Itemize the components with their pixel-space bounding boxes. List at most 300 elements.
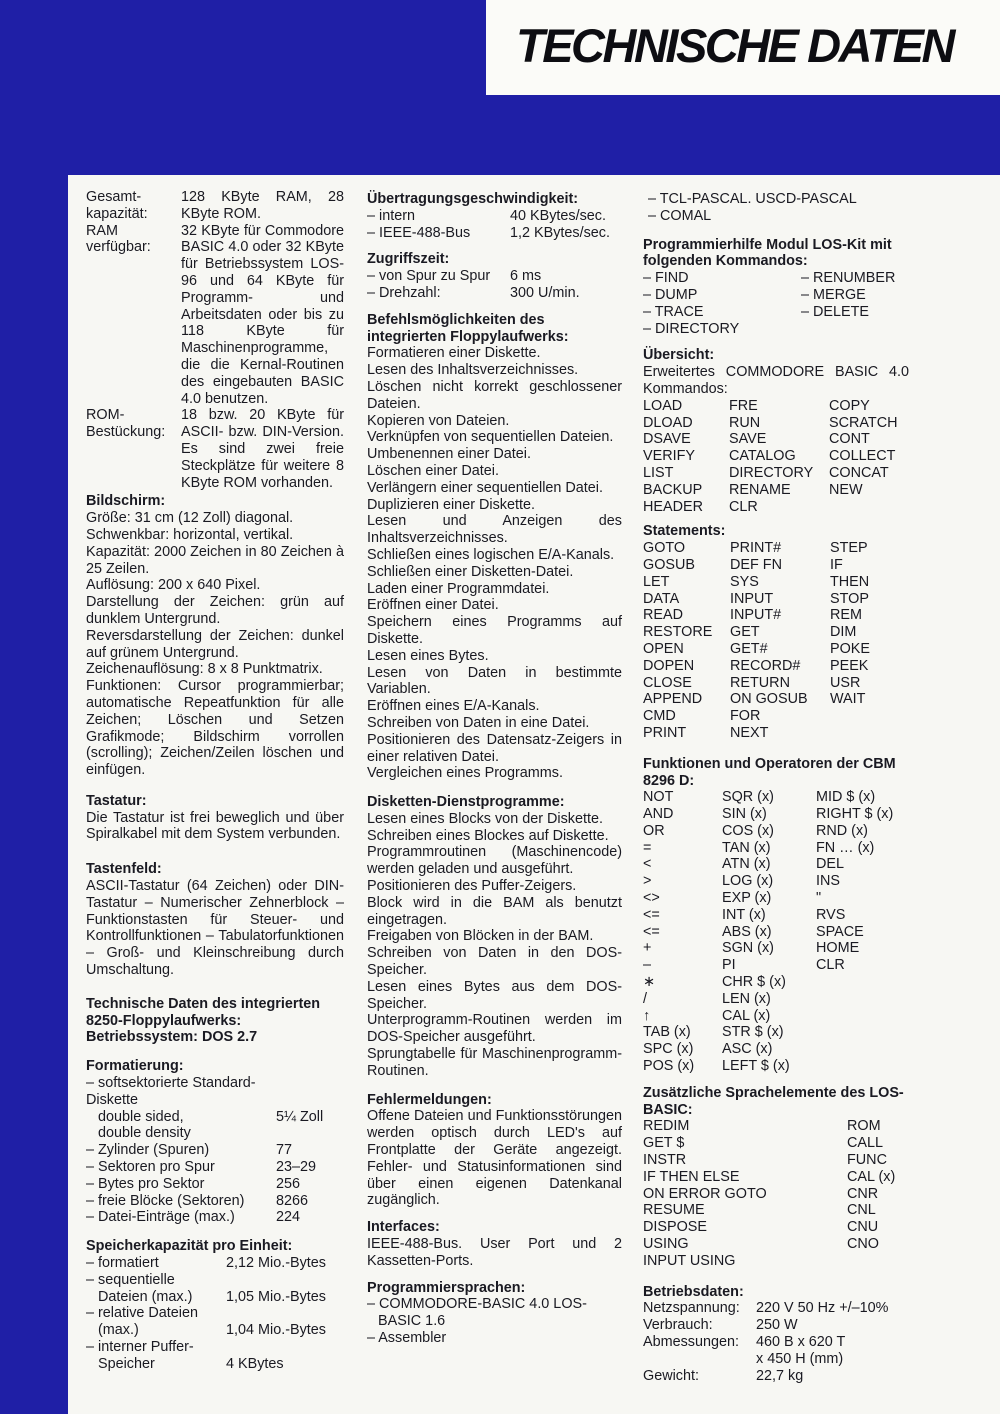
paragraph [86, 878, 344, 979]
spec-key: – Zylinder (Spuren) [86, 1142, 210, 1159]
text-line: Funktionen: Cursor programmierbar; automatische Repeatfunktion für alle Zeichen; Löschen und Setzen Grafikmode; Bildschirm vorrollen (scrolling); Zeichen/Zeilen löschen und einfügen. [86, 678, 344, 779]
grid-row [643, 856, 909, 873]
grid-cell: NOT [643, 789, 674, 806]
section-heading: Funktionen und Operatoren der CBM 8296 D: [643, 755, 896, 789]
grid-cell: FN … (x) [816, 839, 875, 856]
section-heading: Programmierhilfe Modul LOS-Kit mit folgenden Kommandos: [643, 236, 892, 270]
grid-cell: SPC (x) [643, 1041, 694, 1058]
grid-cell: WAIT [830, 691, 866, 708]
spec-row [86, 1356, 344, 1373]
spec-value: 1,04 Mio.-Bytes [226, 1322, 326, 1339]
grid-cell: CLOSE [643, 674, 692, 691]
text-line: Schreiben eines Blockes auf Diskette. [367, 827, 609, 844]
text-line: Vergleichen eines Programms. [367, 765, 563, 782]
grid-cell: – TRACE [643, 303, 704, 320]
spec-key: – softsektorierte Standard-Diskette [86, 1075, 256, 1108]
grid-cell: SQR (x) [722, 789, 774, 806]
grid-cell: READ [643, 607, 683, 624]
spec-value: 1,2 KBytes/sec. [510, 224, 610, 241]
grid-row [643, 270, 909, 287]
paragraph [367, 345, 622, 782]
grid-cell: DLOAD [643, 414, 693, 431]
spec-row [367, 268, 622, 285]
grid-row [643, 873, 909, 890]
grid-cell: GET [730, 624, 760, 641]
spec-value [226, 1272, 344, 1289]
grid-row [643, 1118, 909, 1135]
text-line: Schwenkbar: horizontal, vertikal. [86, 526, 294, 543]
spec-value [276, 1075, 344, 1109]
grid-cell: LIST [643, 464, 674, 481]
grid-row [643, 624, 909, 641]
grid-cell: ATN (x) [722, 856, 771, 873]
grid-cell: RESTORE [643, 624, 713, 641]
spec-sheet [68, 175, 1000, 1414]
grid-cell: CONCAT [829, 464, 889, 481]
grid-cell: GET# [730, 640, 768, 657]
grid-cell: INS [816, 873, 840, 890]
grid-row [643, 1008, 909, 1025]
grid-row [643, 540, 909, 557]
spec-value: 224 [276, 1209, 301, 1226]
spec-value [276, 1125, 344, 1142]
spec-value: 8266 [276, 1192, 309, 1209]
grid-row [643, 924, 909, 941]
grid-cell: TAN (x) [722, 839, 771, 856]
grid-row [643, 974, 909, 991]
grid-cell: CAL (x) [847, 1168, 896, 1185]
spec-value: 18 bzw. 20 KByte für ASCII- bzw. DIN-Version. Es sind zwei freie Steckplätze für weitere 8 KByte ROM vorhanden. [181, 407, 344, 491]
text-line: Größe: 31 cm (12 Zoll) diagonal. [86, 510, 294, 527]
paragraph [86, 810, 344, 844]
grid-cell [643, 1351, 756, 1368]
spec-row [86, 407, 344, 491]
grid-cell: DISPOSE [643, 1219, 707, 1236]
spec-value: 32 KByte für Commodore BASIC 4.0 oder 32 KByte für Betriebssystem LOS-96 und 64 KByte für Programm- und Arbeitsdaten oder bis zu 118 KByte für Maschinenprogramme, die die Kernal-Routinen des eingebauten BASIC 4.0 benutzen. [181, 222, 344, 407]
grid-cell: RETURN [730, 674, 790, 691]
grid-cell: SCRATCH [829, 414, 898, 431]
spec-key: – IEEE-488-Bus [367, 224, 471, 241]
grid-cell: – DUMP [643, 286, 698, 303]
grid-row [643, 1351, 909, 1368]
grid-row [643, 789, 909, 806]
section-heading: Tastenfeld: [86, 861, 162, 878]
grid-cell: CALL [847, 1135, 883, 1152]
grid-cell: CNO [847, 1236, 879, 1253]
section-heading: Disketten-Dienstprogramme: [367, 794, 565, 811]
grid-cell: CHR $ (x) [722, 974, 786, 991]
spec-value: 23–29 [276, 1159, 317, 1176]
text-line: Schreiben von Daten in eine Datei. [367, 714, 590, 731]
grid-cell: ON GOSUB [730, 691, 808, 708]
grid-cell: FOR [730, 708, 761, 725]
text-line: Positionieren des Datensatz-Zeigers in einer relativen Datei. [367, 731, 622, 765]
section-heading: Betriebsdaten: [643, 1283, 744, 1300]
text-line: Lesen eines Bytes. [367, 647, 489, 664]
text-line: Lesen von Daten in bestimmte Variablen. [367, 664, 622, 698]
grid-row [643, 957, 909, 974]
grid-cell: = [643, 839, 652, 856]
grid-cell: <= [643, 906, 660, 923]
grid-cell [816, 1008, 909, 1025]
spec-key: – freie Blöcke (Sektoren) [86, 1192, 245, 1209]
grid-row [643, 321, 909, 338]
grid-cell: Verbrauch: [643, 1317, 713, 1334]
grid-cell: SPACE [816, 923, 864, 940]
spec-row [86, 1305, 344, 1322]
text-line: Programmroutinen (Maschinencode) werden geladen und ausgeführt. [367, 844, 622, 878]
grid-row [643, 607, 909, 624]
spec-value: 1,05 Mio.-Bytes [226, 1288, 326, 1305]
grid-cell: ∗ [643, 974, 656, 991]
grid-cell: RESUME [643, 1202, 705, 1219]
grid-cell: CMD [643, 708, 676, 725]
text-line: Darstellung der Zeichen: grün auf dunklem Untergrund. [86, 594, 344, 627]
grid-row [643, 890, 909, 907]
grid-cell: RECORD# [730, 657, 801, 674]
spec-key: ROM- Bestückung: [86, 407, 166, 441]
spec-key: Gesamt- kapazität: [86, 189, 148, 222]
grid-cell: – MERGE [801, 286, 866, 303]
section-heading: Befehlsmöglichkeiten des integrierten Floppylaufwerks: [367, 311, 569, 345]
grid-cell: COS (x) [722, 822, 774, 839]
grid-row [643, 1024, 909, 1041]
grid-row [643, 1368, 909, 1385]
grid-cell: DOPEN [643, 657, 695, 674]
spec-value: 300 U/min. [510, 284, 580, 301]
grid-cell: – FIND [643, 270, 689, 287]
grid-cell: PI [722, 957, 736, 974]
text-line: Reversdarstellung der Zeichen: dunkel auf grünem Untergrund. [86, 627, 344, 661]
spec-value: 40 KBytes/sec. [510, 207, 606, 224]
section-heading: Zusätzliche Sprachelemente des LOS-BASIC: [643, 1084, 904, 1118]
grid-cell: PRINT [643, 724, 687, 741]
spec-key: (max.) [98, 1322, 139, 1339]
spec-key: Speicher [98, 1355, 155, 1372]
grid-cell: USING [643, 1236, 689, 1253]
grid-cell: GET $ [643, 1135, 685, 1152]
grid-cell: REM [830, 607, 862, 624]
spec-value: 4 KBytes [226, 1355, 284, 1372]
grid-cell: 220 V 50 Hz +/–10% [756, 1300, 889, 1317]
grid-row [643, 907, 909, 924]
grid-cell [816, 1024, 909, 1041]
grid-cell: STEP [830, 540, 868, 557]
grid-cell: LOG (x) [722, 873, 774, 890]
grid-cell: CNU [847, 1219, 879, 1236]
grid-row [643, 658, 909, 675]
grid-row [643, 482, 909, 499]
text-line: Positionieren des Puffer-Zeigers. [367, 878, 577, 895]
grid-row [643, 1219, 909, 1236]
grid-cell: SIN (x) [722, 806, 767, 823]
grid-cell: LOAD [643, 397, 683, 414]
grid-cell: OPEN [643, 640, 684, 657]
paragraph [643, 364, 909, 398]
grid-cell [816, 974, 909, 991]
spec-key: – Drehzahl: [367, 284, 441, 301]
grid-cell: VERIFY [643, 448, 695, 465]
grid-row [643, 557, 909, 574]
grid-cell: IF THEN ELSE [643, 1168, 740, 1185]
grid-cell: Netzspannung: [643, 1300, 740, 1317]
grid-cell: CATALOG [729, 448, 796, 465]
grid-cell: < [643, 856, 652, 873]
text-line: Verlängern einer sequentiellen Datei. [367, 479, 604, 496]
text-line: Schreiben von Daten in den DOS-Speicher. [367, 945, 622, 979]
spec-row [86, 1209, 344, 1226]
grid-row [643, 448, 909, 465]
spec-value: 256 [276, 1175, 301, 1192]
section-heading: Fehlermeldungen: [367, 1091, 492, 1108]
grid-cell [816, 1058, 909, 1075]
grid-cell: EXP (x) [722, 890, 772, 907]
grid-row [643, 431, 909, 448]
section-heading: Formatierung: [86, 1058, 184, 1075]
spec-key: – sequentielle [86, 1271, 175, 1288]
grid-cell: REDIM [643, 1118, 690, 1135]
spec-value: 5¼ Zoll [276, 1108, 324, 1125]
spec-value: 77 [276, 1142, 293, 1159]
grid-cell: – RENUMBER [801, 270, 896, 287]
grid-cell: ROM [847, 1118, 881, 1135]
grid-cell: RIGHT $ (x) [816, 806, 894, 823]
grid-cell: PRINT# [730, 540, 782, 557]
grid-cell: INPUT USING [643, 1252, 736, 1269]
spec-row [86, 1255, 344, 1272]
spec-key: – formatiert [86, 1255, 159, 1272]
section-heading: Übersicht: [643, 347, 715, 364]
text-line: Lesen und Anzeigen des Inhaltsverzeichnisses. [367, 513, 622, 547]
grid-cell: DATA [643, 590, 680, 607]
grid-row [643, 304, 909, 321]
column-1 [86, 189, 344, 1373]
text-line: Umbenennen einer Datei. [367, 446, 531, 463]
spec-row [86, 1272, 344, 1289]
text-line: Erweitertes COMMODORE BASIC 4.0 Kommandos: [643, 364, 909, 397]
spec-row [86, 189, 344, 223]
paragraph [367, 1108, 622, 1209]
grid-cell [816, 1041, 909, 1058]
grid-cell: USR [830, 674, 861, 691]
page-title: TECHNISCHE DATEN [516, 19, 953, 72]
grid-cell: 22,7 kg [756, 1367, 804, 1384]
spec-row [86, 223, 344, 408]
grid-cell: SAVE [729, 431, 767, 448]
spec-key: – Bytes pro Sektor [86, 1175, 205, 1192]
spec-value [226, 1339, 344, 1356]
grid-cell [830, 708, 909, 725]
spec-key: – Sektoren pro Spur [86, 1159, 215, 1176]
spec-row [367, 285, 622, 302]
grid-cell: <> [643, 890, 660, 907]
text-line: Lesen eines Blocks von der Diskette. [367, 810, 603, 827]
grid-cell: PEEK [830, 657, 869, 674]
grid-cell: SYS [730, 573, 759, 590]
grid-cell: – DELETE [801, 303, 869, 320]
grid-row [643, 1152, 909, 1169]
spec-key: – intern [367, 207, 415, 224]
list-item: – TCL-PASCAL. USCD-PASCAL [648, 191, 857, 207]
grid-cell: INPUT# [730, 607, 782, 624]
grid-cell: COPY [829, 397, 870, 414]
grid-row [643, 806, 909, 823]
text-line: Löschen nicht korrekt geschlossener Dateien. [367, 378, 622, 412]
grid-cell: POS (x) [643, 1058, 695, 1075]
grid-cell: 250 W [756, 1317, 798, 1334]
grid-cell: COLLECT [829, 448, 896, 465]
grid-cell: FUNC [847, 1152, 887, 1169]
section-heading: Programmiersprachen: [367, 1279, 526, 1296]
grid-cell: Gewicht: [643, 1367, 699, 1384]
grid-cell: INT (x) [722, 906, 766, 923]
grid-cell [829, 499, 909, 516]
grid-cell: DIM [830, 624, 857, 641]
grid-row [643, 708, 909, 725]
list-item: – COMAL [648, 207, 712, 224]
grid-cell: " [816, 890, 822, 907]
spec-row [86, 1142, 344, 1159]
grid-cell: DEF FN [730, 556, 782, 573]
spec-row [86, 1109, 344, 1126]
text-line: Offene Dateien und Funktionsstörungen werden optisch durch LED's auf Frontplatte der Geräte angezeigt. Fehler- und Statusinformationen sind über einen eigenen Datenkanal zugänglich. [367, 1108, 622, 1209]
section-heading: Technische Daten des integrierten 8250-Floppylaufwerks: Betriebssystem: DOS 2.7 [86, 995, 321, 1046]
text-line: Verknüpfen von sequentiellen Dateien. [367, 429, 614, 446]
text-line: Freigaben von Blöcken in der BAM. [367, 928, 594, 945]
grid-cell: INSTR [643, 1152, 687, 1169]
grid-cell: LEN (x) [722, 990, 771, 1007]
paragraph [367, 811, 622, 1080]
grid-cell: OR [643, 822, 665, 839]
grid-row [643, 991, 909, 1008]
grid-cell: – [643, 957, 652, 974]
spec-value: 128 KByte RAM, 28 KByte ROM. [181, 189, 344, 222]
grid-cell: INPUT [730, 590, 774, 607]
grid-cell: FRE [729, 397, 758, 414]
spec-row [86, 1159, 344, 1176]
grid-cell: BACKUP [643, 481, 703, 498]
paragraph [86, 510, 344, 779]
grid-cell: DSAVE [643, 431, 691, 448]
section-heading: Statements: [643, 523, 726, 540]
grid-cell: CLR [729, 498, 758, 515]
grid-cell: CNL [847, 1202, 876, 1219]
column-2 [367, 191, 622, 1347]
grid-cell: LET [643, 573, 670, 590]
spec-key: – interner Puffer- [86, 1339, 194, 1355]
grid-cell: NEW [829, 481, 863, 498]
text-line: Schließen eines logischen E/A-Kanals. [367, 546, 615, 563]
grid-cell: ON ERROR GOTO [643, 1185, 767, 1202]
grid-row [643, 1058, 909, 1075]
column-3 [643, 191, 909, 1384]
grid-cell: STR $ (x) [722, 1024, 784, 1041]
grid-cell: x 450 H (mm) [756, 1350, 844, 1367]
spec-key: – relative Dateien [86, 1305, 198, 1322]
grid-cell: GOSUB [643, 556, 695, 573]
grid-row [643, 1334, 909, 1351]
grid-row [643, 823, 909, 840]
title-banner [486, 0, 1000, 95]
grid-row [643, 1135, 909, 1152]
grid-cell [847, 1253, 909, 1270]
spec-key: double sided, [98, 1108, 184, 1125]
spec-row [367, 225, 622, 242]
text-line: Löschen einer Datei. [367, 462, 499, 479]
text-line: IEEE-488-Bus. User Port und 2 Kassetten-Ports. [367, 1236, 622, 1269]
grid-cell: DEL [816, 856, 844, 873]
grid-cell: DIRECTORY [729, 464, 814, 481]
grid-cell: – DIRECTORY [643, 320, 740, 337]
spec-key: Dateien (max.) [98, 1288, 193, 1305]
grid-row [643, 1253, 909, 1270]
grid-cell: HOME [816, 940, 860, 957]
text-line: Formatieren einer Diskette. [367, 345, 541, 362]
grid-cell: ASC (x) [722, 1041, 773, 1058]
grid-cell: AND [643, 806, 674, 823]
section-heading: Interfaces: [367, 1219, 440, 1236]
spec-value: 2,12 Mio.-Bytes [226, 1255, 326, 1272]
text-line: Schließen einer Disketten-Datei. [367, 563, 574, 580]
section-heading: Speicherkapazität pro Einheit: [86, 1238, 293, 1255]
text-line: ASCII-Tastatur (64 Zeichen) oder DIN-Tastatur – Numerischer Zehnerblock – Funktionstasten für Steuer- und Kontrollfunktionen – Tabulatorfunktionen – Groß- und Kleinschreibung durch Umschaltung. [86, 878, 344, 979]
grid-row [643, 1041, 909, 1058]
spec-value: 6 ms [510, 268, 542, 285]
spec-row [86, 1125, 344, 1142]
grid-cell: LEFT $ (x) [722, 1058, 790, 1075]
spec-row [86, 1289, 344, 1306]
section-heading: Bildschirm: [86, 493, 166, 510]
text-line: Block wird in die BAM als benutzt eingetragen. [367, 894, 622, 928]
grid-cell: CLR [816, 957, 845, 974]
grid-row [643, 499, 909, 516]
text-line: Sprungtabelle für Maschinenprogramm-Routinen. [367, 1046, 622, 1079]
text-line: Zeichenauflösung: 8 x 8 Punktmatrix. [86, 661, 323, 678]
section-heading: Übertragungsgeschwindigkeit: [367, 191, 579, 207]
grid-row [643, 465, 909, 482]
grid-row [643, 287, 909, 304]
list-item: – COMMODORE-BASIC 4.0 LOS-BASIC 1.6 [367, 1296, 587, 1330]
section-heading: Tastatur: [86, 792, 147, 809]
grid-row [643, 415, 909, 432]
grid-cell: CONT [829, 431, 870, 448]
text-line: Kopieren von Dateien. [367, 412, 510, 429]
grid-cell: > [643, 873, 652, 890]
grid-cell: APPEND [643, 691, 703, 708]
grid-row [643, 591, 909, 608]
grid-cell: POKE [830, 640, 870, 657]
grid-row [643, 1202, 909, 1219]
grid-cell: ABS (x) [722, 923, 772, 940]
grid-row [643, 940, 909, 957]
grid-row [643, 641, 909, 658]
grid-cell: ↑ [643, 1007, 651, 1024]
text-line: Auflösung: 200 x 640 Pixel. [86, 577, 261, 594]
grid-row [643, 1317, 909, 1334]
grid-cell: <= [643, 923, 660, 940]
grid-row [643, 840, 909, 857]
text-line: Unterprogramm-Routinen werden im DOS-Speicher ausgeführt. [367, 1012, 622, 1046]
grid-cell: + [643, 940, 652, 957]
grid-cell: RVS [816, 906, 846, 923]
grid-cell: STOP [830, 590, 869, 607]
grid-cell: / [643, 990, 647, 1007]
text-line: Eröffnen eines E/A-Kanals. [367, 698, 540, 715]
grid-cell: RND (x) [816, 822, 868, 839]
spec-key: – von Spur zu Spur [367, 268, 491, 285]
spec-key: – Datei-Einträge (max.) [86, 1209, 235, 1226]
grid-cell [816, 991, 909, 1008]
